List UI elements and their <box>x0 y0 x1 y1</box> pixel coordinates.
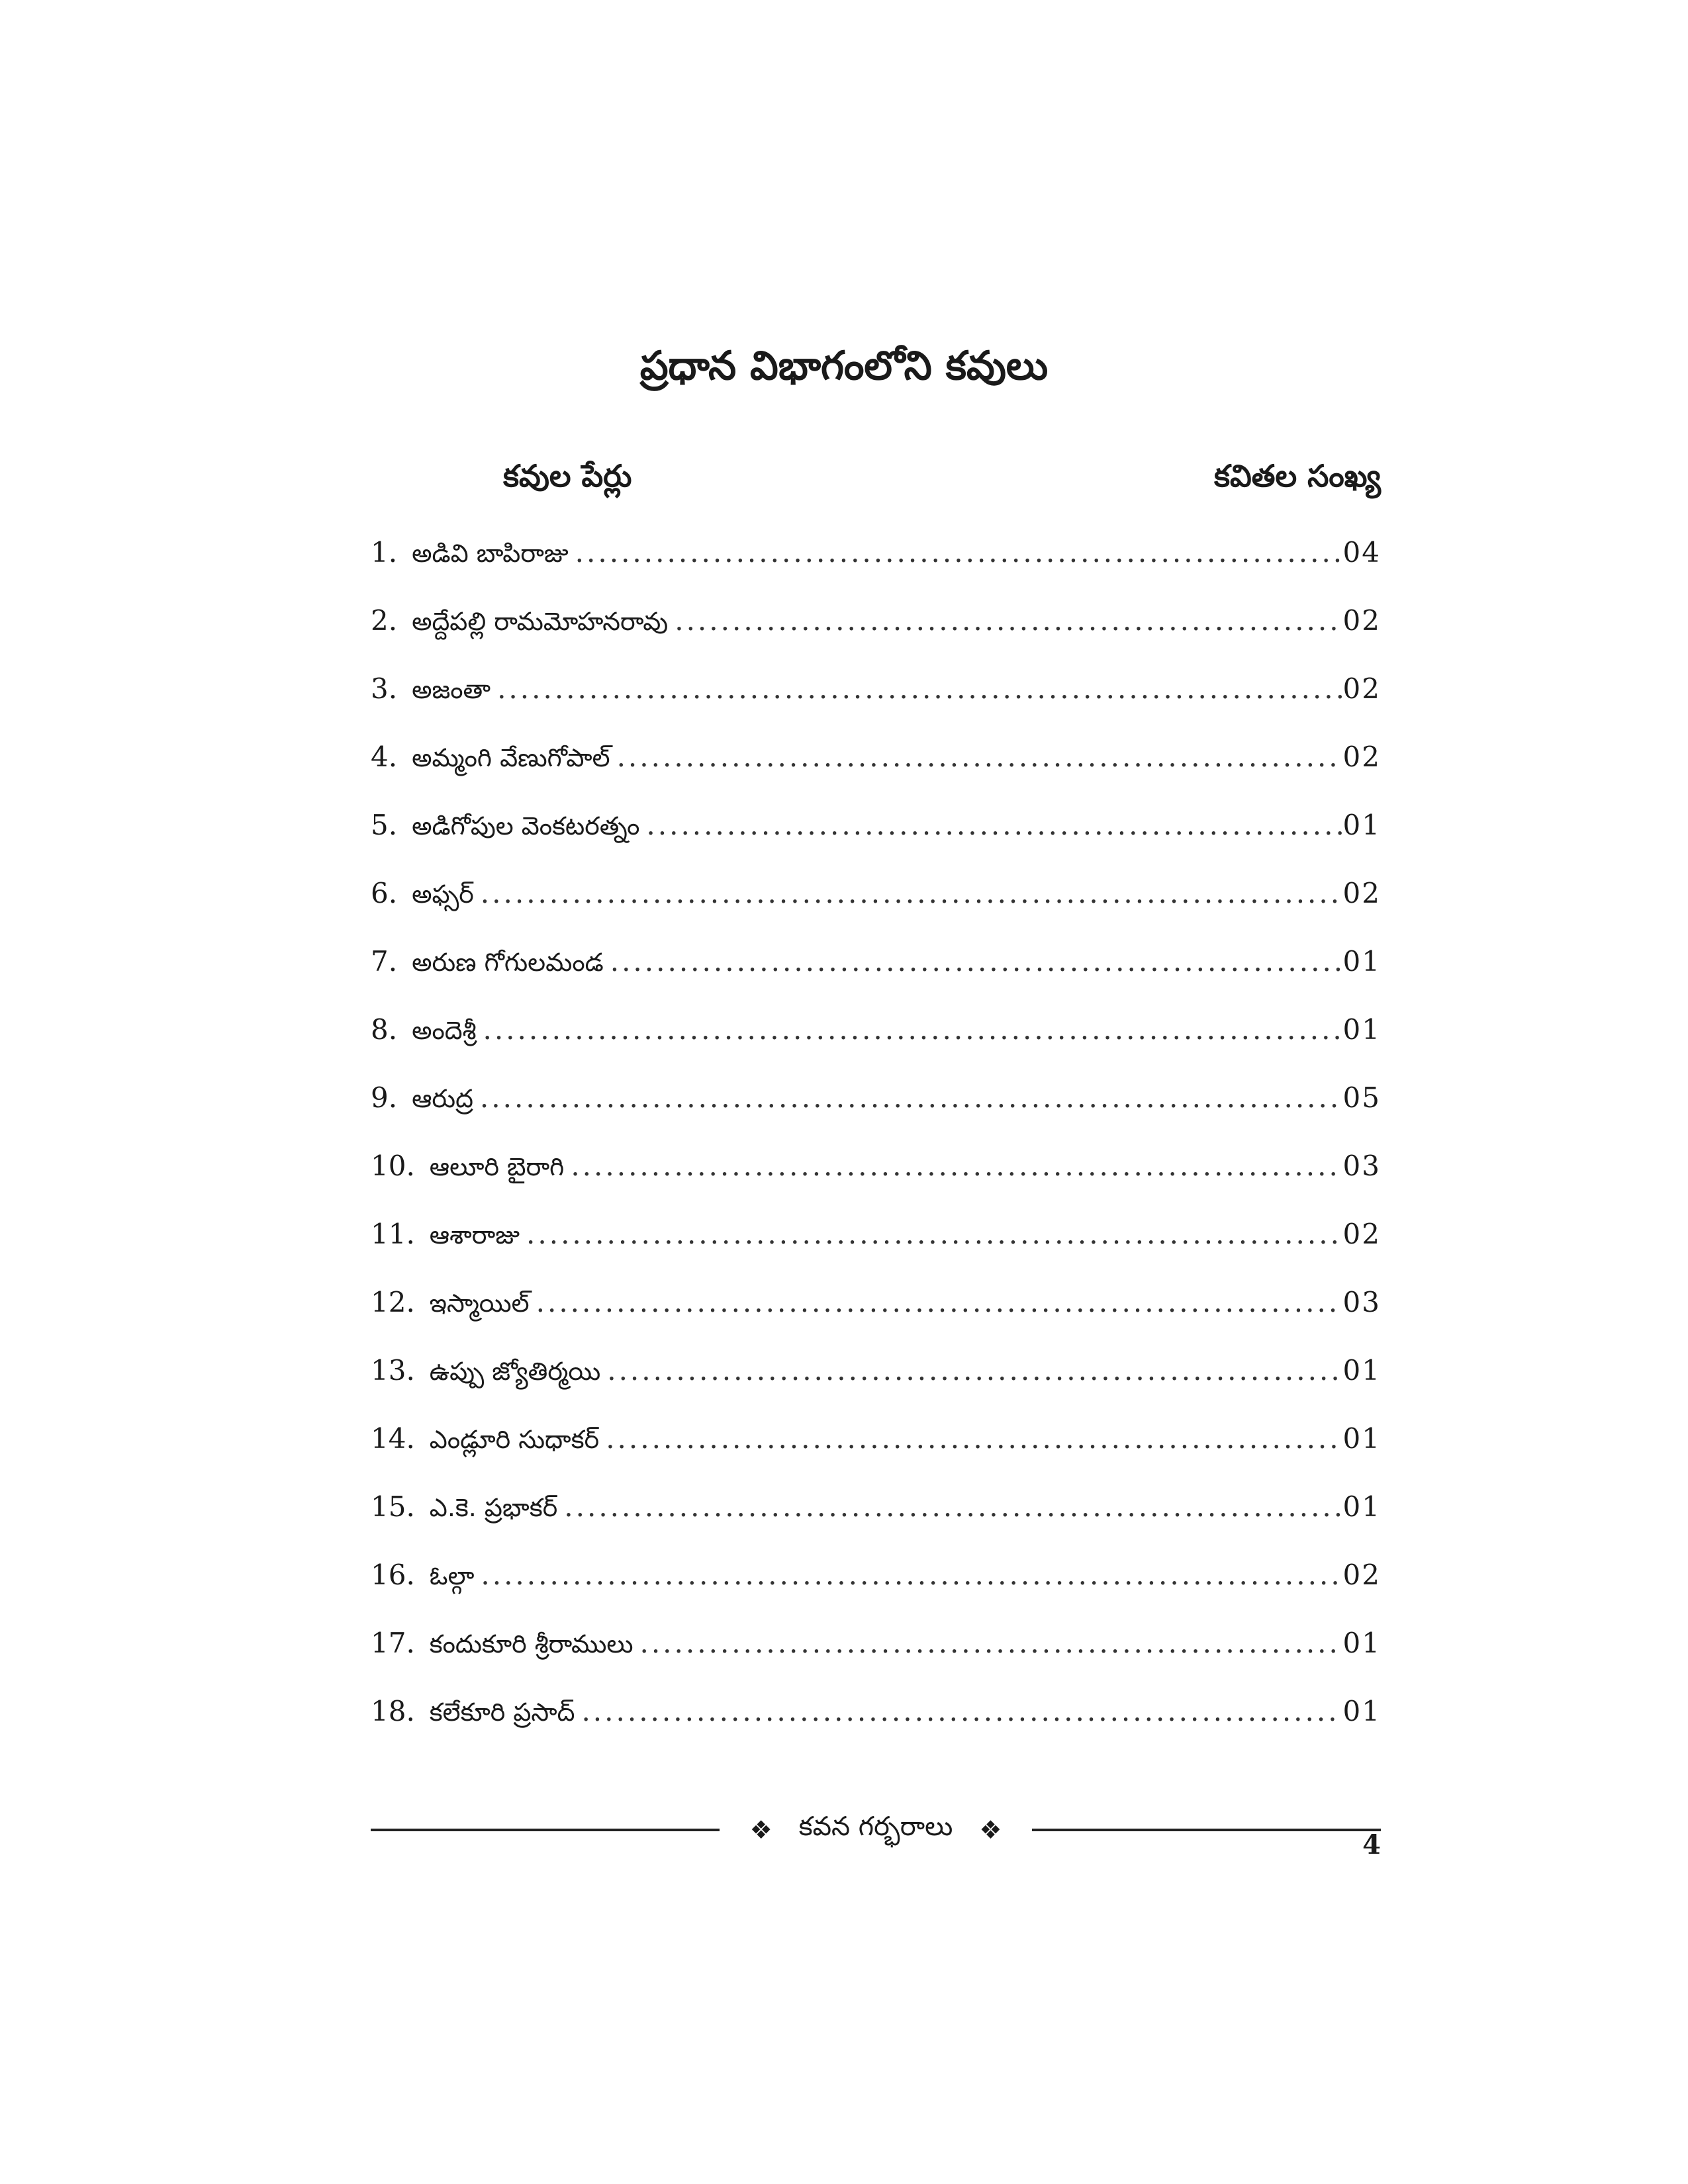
footer-rule-left <box>371 1829 720 1831</box>
entry-number: 4. <box>371 741 398 773</box>
footer-rule-right <box>1032 1829 1381 1831</box>
poem-count: 01 <box>1342 1013 1381 1046</box>
poem-count: 01 <box>1342 1490 1381 1523</box>
poet-name: ఓల్గా <box>429 1561 475 1590</box>
poem-count: 02 <box>1342 604 1381 637</box>
poem-count: 05 <box>1342 1081 1381 1114</box>
entry-number: 7. <box>371 945 398 978</box>
list-item <box>371 1143 1381 1211</box>
entry-number: 5. <box>371 809 398 841</box>
dot-leader <box>607 1347 1341 1394</box>
poem-count: 01 <box>1342 1627 1381 1659</box>
entry-number: 8. <box>371 1013 398 1046</box>
list-item <box>371 1620 1381 1688</box>
page-title: ప్రధాన విభాగంలోని కవులు <box>639 343 1049 389</box>
dot-leader <box>481 870 1342 917</box>
poem-count: 03 <box>1342 1286 1381 1318</box>
poet-name: అడిగోపుల వెంకటరత్నం <box>412 811 640 841</box>
poem-count: 01 <box>1342 945 1381 978</box>
list-item <box>371 734 1381 802</box>
entry-number: 13. <box>371 1354 415 1387</box>
list-item <box>371 1211 1381 1279</box>
entry-number: 12. <box>371 1286 415 1318</box>
entry-number: 10. <box>371 1150 415 1182</box>
list-item <box>371 1552 1381 1620</box>
poet-name: అద్దేపల్లి రామమోహనరావు <box>412 607 669 636</box>
dot-leader <box>571 1143 1341 1189</box>
poem-count: 02 <box>1342 1559 1381 1591</box>
poet-name: ఎండ్లూరి సుధాకర్ <box>429 1425 600 1454</box>
poet-name: అజంతా <box>412 675 491 704</box>
footer-book-title-block <box>720 1811 1033 1848</box>
dot-leader <box>497 666 1341 712</box>
poet-name: కందుకూరి శ్రీరాములు <box>429 1629 633 1659</box>
dot-leader <box>575 529 1342 576</box>
entry-number: 11. <box>371 1218 415 1250</box>
dot-leader <box>480 1075 1342 1121</box>
page-footer <box>371 1807 1381 1853</box>
dot-leader <box>481 1552 1341 1598</box>
entry-number: 17. <box>371 1627 415 1659</box>
poem-count: 02 <box>1342 741 1381 773</box>
poet-name: అరుణ గోగులమండ <box>412 948 604 977</box>
poem-count: 03 <box>1342 1150 1381 1182</box>
dot-leader <box>581 1688 1341 1735</box>
dot-leader <box>564 1484 1341 1530</box>
list-item <box>371 1075 1381 1143</box>
dot-leader <box>610 938 1342 985</box>
entry-number: 1. <box>371 536 398 569</box>
poem-count: 01 <box>1342 1422 1381 1455</box>
entry-number: 18. <box>371 1695 415 1727</box>
dot-leader <box>536 1279 1342 1326</box>
poet-name: ఇస్మాయిల్ <box>429 1289 530 1318</box>
entry-number: 9. <box>371 1081 398 1114</box>
list-item <box>371 529 1381 598</box>
entry-number: 3. <box>371 672 398 705</box>
poem-count: 04 <box>1342 536 1381 569</box>
dot-leader <box>675 598 1341 644</box>
dot-leader <box>526 1211 1342 1257</box>
poem-count: 01 <box>1342 1354 1381 1387</box>
list-item <box>371 598 1381 666</box>
list-item <box>371 1416 1381 1484</box>
column-header-poem-count: కవితల సంఖ్య <box>1213 458 1381 494</box>
diamond-ornament-icon: ❖ <box>979 1815 1002 1844</box>
poet-list <box>371 529 1381 1756</box>
footer-book-title: కవన గర్భరాలు <box>798 1811 953 1842</box>
poet-name: కలేకూరి ప్రసాద్ <box>429 1698 575 1727</box>
dot-leader <box>483 1007 1341 1053</box>
list-item <box>371 1007 1381 1075</box>
poet-name: ఉప్పు జ్యోతిర్మయి <box>429 1357 601 1386</box>
poet-name: అందెశ్రీ <box>412 1016 477 1045</box>
poet-name: ఆరుద్ర <box>412 1084 473 1113</box>
poet-name: ఆశారాజు <box>429 1220 520 1250</box>
poet-name: అడివి బాపిరాజు <box>412 539 569 568</box>
list-item <box>371 870 1381 938</box>
poem-count: 01 <box>1342 1695 1381 1727</box>
poem-count: 01 <box>1342 809 1381 841</box>
column-header-poet-names: కవుల పేర్లు <box>503 458 632 494</box>
list-item <box>371 938 1381 1007</box>
poet-name: అమ్మంగి వేణుగోపాల్ <box>412 743 610 772</box>
dot-leader <box>617 734 1342 780</box>
list-item <box>371 1688 1381 1756</box>
poem-count: 02 <box>1342 1218 1381 1250</box>
entry-number: 16. <box>371 1559 415 1591</box>
poem-count: 02 <box>1342 672 1381 705</box>
page-number: 4 <box>1362 1829 1381 1860</box>
poet-name: అఫ్సర్ <box>412 880 474 909</box>
list-item <box>371 802 1381 870</box>
diamond-ornament-icon: ❖ <box>749 1815 773 1844</box>
poem-count: 02 <box>1342 877 1381 909</box>
dot-leader <box>646 802 1341 848</box>
list-item <box>371 1279 1381 1347</box>
list-item <box>371 1347 1381 1416</box>
poet-name: ఎ.కె. ప్రభాకర్ <box>429 1493 558 1522</box>
poet-name: ఆలూరి బైరాగి <box>429 1152 565 1181</box>
list-item <box>371 1484 1381 1552</box>
entry-number: 14. <box>371 1422 415 1455</box>
dot-leader <box>639 1620 1341 1666</box>
entry-number: 15. <box>371 1490 415 1523</box>
dot-leader <box>606 1416 1341 1462</box>
entry-number: 6. <box>371 877 398 909</box>
list-item <box>371 666 1381 734</box>
entry-number: 2. <box>371 604 398 637</box>
